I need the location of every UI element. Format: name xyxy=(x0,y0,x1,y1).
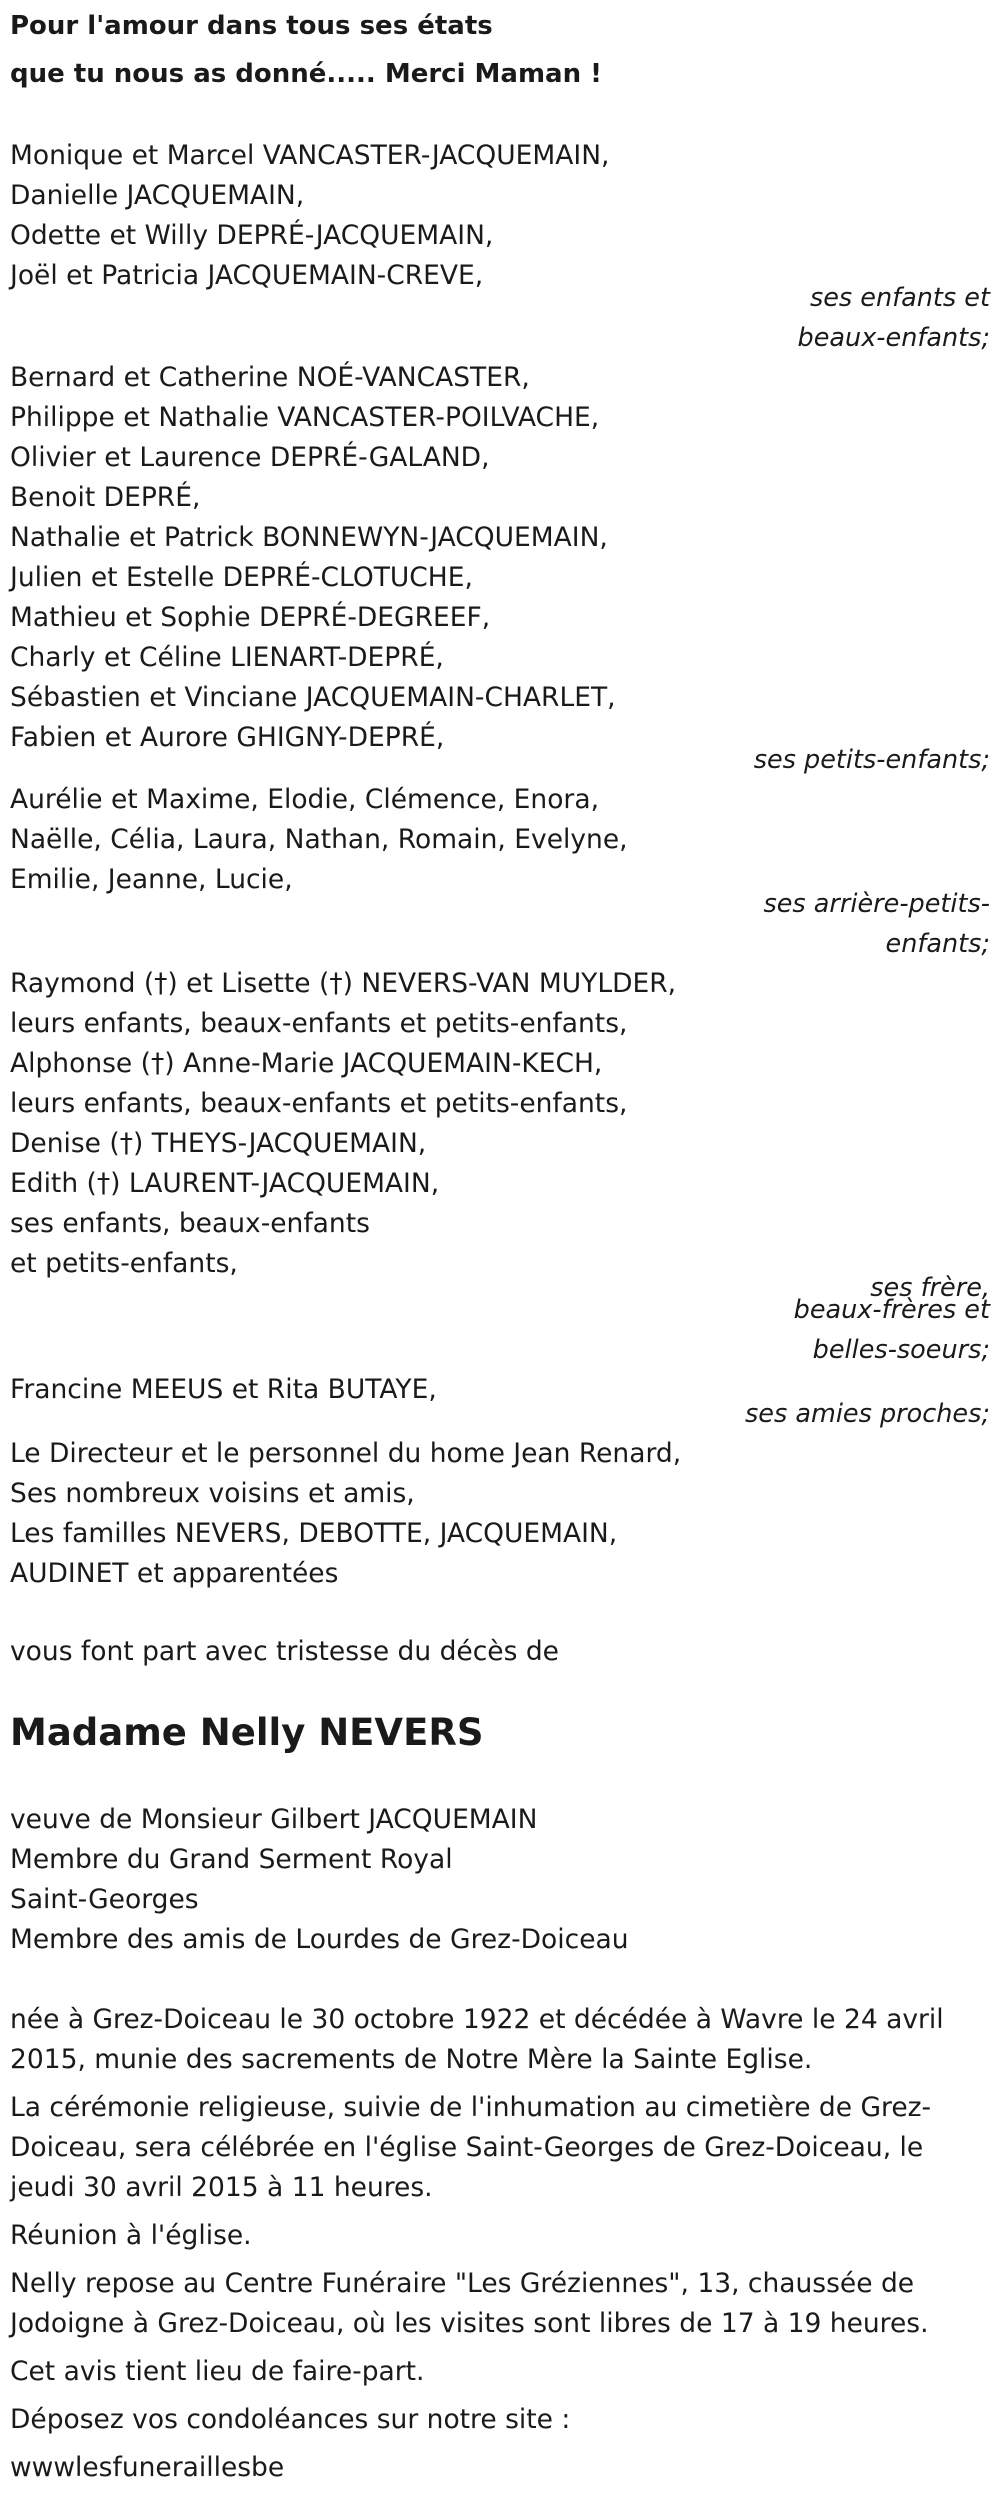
paragraph-ceremony: La cérémonie religieuse, suivie de l'inhumation au cimetière de Grez-Doiceau, sera célébrée en l'église Saint-Georges de Grez-Doiceau, le jeudi 30 avril 2015 à 11 heures. xyxy=(10,2092,932,2203)
family-line: Les familles NEVERS, DEBOTTE, JACQUEMAIN, xyxy=(10,1518,618,1549)
family-line: Sébastien et Vinciane JACQUEMAIN-CHARLET, xyxy=(10,682,616,713)
family-line: Danielle JACQUEMAIN, xyxy=(10,180,305,211)
family-line: Fabien et Aurore GHIGNY-DEPRÉ, xyxy=(10,722,445,753)
family-line: AUDINET et apparentées xyxy=(10,1558,339,1589)
family-line: Alphonse (†) Anne-Marie JACQUEMAIN-KECH, xyxy=(10,1048,603,1079)
family-line: Edith (†) LAURENT-JACQUEMAIN, xyxy=(10,1168,440,1199)
header-line-1: Pour l'amour dans tous ses états xyxy=(10,11,493,41)
family-line: Joël et Patricia JACQUEMAIN-CREVE, xyxy=(10,260,484,291)
family-line: Mathieu et Sophie DEPRÉ-DEGREEF, xyxy=(10,602,491,633)
family-line: Aurélie et Maxime, Elodie, Clémence, Enora, xyxy=(10,784,599,815)
paragraph-condolences: Déposez vos condoléances sur notre site : xyxy=(10,2404,571,2435)
family-line: leurs enfants, beaux-enfants et petits-enfants, xyxy=(10,1088,628,1119)
family-line: Olivier et Laurence DEPRÉ-GALAND, xyxy=(10,442,490,473)
relation-label: ses frère, xyxy=(870,1273,990,1303)
family-line: Raymond (†) et Lisette (†) NEVERS-VAN MUYLDER, xyxy=(10,968,677,999)
deceased-name: Madame Nelly NEVERS xyxy=(10,1711,484,1754)
paragraph-birth-death: née à Grez-Doiceau le 30 octobre 1922 et décédée à Wavre le 24 avril 2015, munie des sacrements de Notre Mère la Sainte Eglise. xyxy=(10,2004,944,2075)
family-line: Emilie, Jeanne, Lucie, xyxy=(10,864,293,895)
relation-label: ses amies proches; xyxy=(744,1399,990,1429)
announce-text: vous font part avec tristesse du décès de xyxy=(10,1636,559,1667)
family-line: Charly et Céline LIENART-DEPRÉ, xyxy=(10,642,444,673)
paragraph-funeral-home: Nelly repose au Centre Funéraire "Les Gréziennes", 13, chaussée de Jodoigne à Grez-Doiceau, où les visites sont libres de 17 à 19 heures. xyxy=(10,2268,929,2339)
relation-label: beaux-frères et xyxy=(793,1295,990,1325)
family-line: Philippe et Nathalie VANCASTER-POILVACHE, xyxy=(10,402,600,433)
family-line: Monique et Marcel VANCASTER-JACQUEMAIN, xyxy=(10,140,610,171)
header-line-2: que tu nous as donné..... Merci Maman ! xyxy=(10,59,603,89)
relation-label: beaux-enfants; xyxy=(797,323,990,353)
deceased-detail: Saint-Georges xyxy=(10,1884,199,1915)
family-line: Julien et Estelle DEPRÉ-CLOTUCHE, xyxy=(10,562,473,593)
relation-label: ses arrière-petits- xyxy=(763,889,990,919)
relation-label: ses enfants et xyxy=(809,283,990,313)
paragraph-notice: Cet avis tient lieu de faire-part. xyxy=(10,2356,425,2387)
family-line: Nathalie et Patrick BONNEWYN-JACQUEMAIN, xyxy=(10,522,608,553)
deceased-detail: Membre du Grand Serment Royal xyxy=(10,1844,453,1875)
family-line: Naëlle, Célia, Laura, Nathan, Romain, Evelyne, xyxy=(10,824,628,855)
family-line: ses enfants, beaux-enfants xyxy=(10,1208,370,1239)
family-line: et petits-enfants, xyxy=(10,1248,238,1279)
deceased-detail: Membre des amis de Lourdes de Grez-Doiceau xyxy=(10,1924,629,1955)
family-line: Benoit DEPRÉ, xyxy=(10,482,201,513)
family-line: Francine MEEUS et Rita BUTAYE, xyxy=(10,1374,437,1405)
paragraph-reunion: Réunion à l'église. xyxy=(10,2220,252,2251)
family-line: Ses nombreux voisins et amis, xyxy=(10,1478,415,1509)
family-line: Bernard et Catherine NOÉ-VANCASTER, xyxy=(10,362,530,393)
deceased-detail: veuve de Monsieur Gilbert JACQUEMAIN xyxy=(10,1804,538,1835)
website-text: wwwlesfuneraillesbe xyxy=(10,2452,285,2483)
family-line: Denise (†) THEYS-JACQUEMAIN, xyxy=(10,1128,427,1159)
family-line: Odette et Willy DEPRÉ-JACQUEMAIN, xyxy=(10,220,494,251)
relation-label: ses petits-enfants; xyxy=(753,745,990,775)
family-line: leurs enfants, beaux-enfants et petits-enfants, xyxy=(10,1008,628,1039)
relation-label: enfants; xyxy=(885,929,990,959)
family-line: Le Directeur et le personnel du home Jean Renard, xyxy=(10,1438,682,1469)
relation-label: belles-soeurs; xyxy=(812,1335,990,1365)
